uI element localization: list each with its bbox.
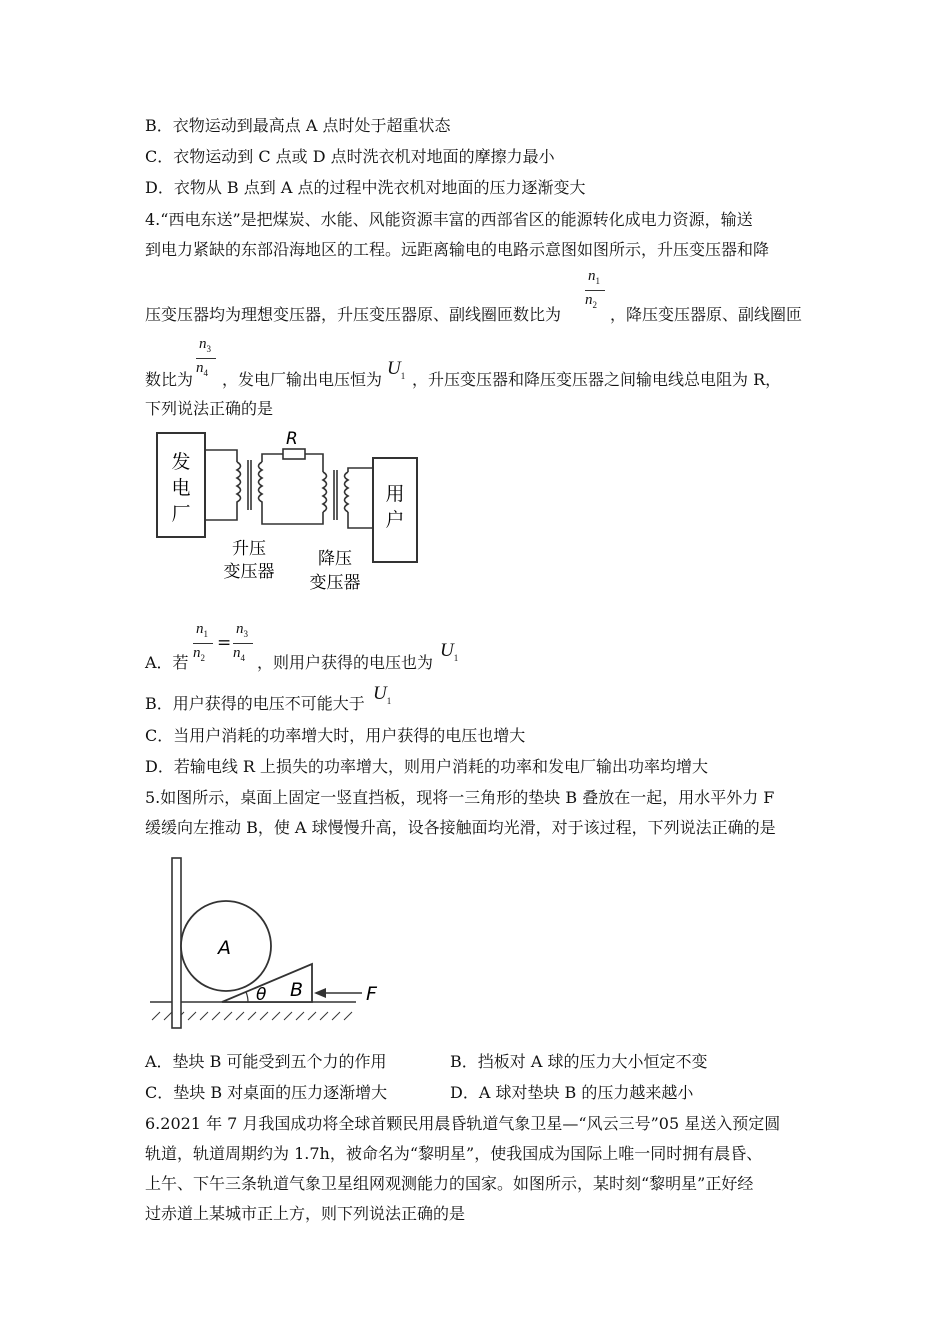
- q5-option-b: B．挡板对 A 球的压力大小恒定不变: [450, 1052, 708, 1071]
- q4-stem-line4b: ，发电厂输出电压恒为: [222, 370, 383, 389]
- q5-option-a: A．垫块 B 可能受到五个力的作用: [145, 1052, 387, 1071]
- q4-stem-line2: 到电力紧缺的东部沿海地区的工程。远距离输电的电路示意图如图所示，升压变压器和降: [145, 240, 770, 259]
- u1-symbol-option-a: $U_1$: [440, 640, 459, 663]
- q5-option-d: D．A 球对垫块 B 的压力越来越小: [450, 1083, 694, 1102]
- q5-stem-line2: 缓缓向左推动 B，使 A 球慢慢升高，设各接触面均光滑，对于该过程，下列说法正确的是: [145, 818, 776, 837]
- ball-block-diagram: [148, 850, 388, 1040]
- line-resistor: [283, 449, 305, 459]
- ball-label: A: [218, 937, 231, 959]
- q4-stem-line5: 下列说法正确的是: [145, 399, 274, 418]
- q5-option-c: C．垫块 B 对桌面的压力逐渐增大: [145, 1083, 388, 1102]
- q4-stem-line1: 4.“西电东送”是把煤炭、水能、风能资源丰富的西部省区的能源转化成电力资源，输送: [145, 210, 753, 229]
- q3-option-b: B．衣物运动到最高点 A 点时处于超重状态: [145, 116, 451, 135]
- step-down-primary-coil: [323, 472, 327, 512]
- fraction-n1-n2: $n_1$ $n_2$: [585, 268, 605, 318]
- force-arrowhead: [314, 988, 326, 998]
- q4-option-c: C．当用户消耗的功率增大时，用户获得的电压也增大: [145, 726, 526, 745]
- q4-option-d: D．若输电线 R 上损失的功率增大，则用户消耗的功率和发电厂输出功率均增大: [145, 757, 709, 776]
- q3-option-c: C．衣物运动到 C 点或 D 点时洗衣机对地面的摩擦力最小: [145, 147, 555, 166]
- q6-stem-line2: 轨道，轨道周期约为 1.7h，被命名为“黎明星”，使我国成为国际上唯一同时拥有晨昏、: [145, 1144, 763, 1163]
- q4-option-a-prefix: A．若: [145, 653, 189, 672]
- u1-symbol: $U_1$: [387, 358, 406, 381]
- plant-label-3: 厂: [171, 503, 191, 525]
- q4-option-b: B．用户获得的电压不可能大于: [145, 694, 365, 713]
- resistor-label: R: [286, 429, 298, 449]
- plant-label-1: 发: [171, 451, 191, 473]
- q4-stem-line4c: ，升压变压器和降压变压器之间输电线总电阻为 R，: [412, 370, 782, 389]
- q6-stem-line3: 上午、下午三条轨道气象卫星组网观测能力的国家。如图所示，某时刻“黎明星”正好经: [145, 1174, 754, 1193]
- step-down-label-2: 变压器: [309, 573, 361, 593]
- step-up-secondary-coil: [259, 462, 263, 508]
- u1-symbol-option-b: $U_1$: [373, 683, 392, 706]
- step-up-label-1: 升压: [232, 539, 266, 559]
- transmission-circuit-diagram: [145, 428, 435, 608]
- q4-stem-line3b: ，降压变压器原、副线圈匝: [610, 305, 803, 324]
- step-down-label-1: 降压: [318, 549, 352, 569]
- fraction-n3-n4: $n_3$ $n_4$: [196, 336, 216, 386]
- wedge-label: B: [290, 979, 304, 1001]
- table-hatching: [152, 1012, 352, 1020]
- theta-label: θ: [256, 985, 267, 1005]
- q3-option-d: D．衣物从 B 点到 A 点的过程中洗衣机对地面的压力逐渐变大: [145, 178, 586, 197]
- q4-option-a-text: ，则用户获得的电压也为: [257, 653, 434, 672]
- fraction-n3-n4-option: $n_3$ $n_4$: [233, 621, 253, 671]
- q4-stem-line3a: 压变压器均为理想变压器，升压变压器原、副线圈匝数比为: [145, 305, 562, 324]
- equals-sign: =: [217, 633, 232, 653]
- plant-label-2: 电: [171, 477, 191, 499]
- step-up-primary-coil: [237, 462, 241, 508]
- force-label: F: [366, 983, 377, 1005]
- vertical-board: [172, 858, 181, 1028]
- step-down-secondary-coil: [345, 472, 349, 512]
- q6-stem-line4: 过赤道上某城市正上方，则下列说法正确的是: [145, 1204, 466, 1223]
- q5-stem-line1: 5.如图所示，桌面上固定一竖直挡板，现将一三角形的垫块 B 叠放在一起，用水平外力 F: [145, 788, 775, 807]
- step-up-label-2: 变压器: [223, 562, 275, 582]
- q6-stem-line1: 6.2021 年 7 月我国成功将全球首颗民用晨昏轨道气象卫星—“风云三号”05 星送入预定圆: [145, 1114, 781, 1133]
- q4-stem-line4a: 数比为: [145, 370, 194, 389]
- user-label-2: 户: [385, 509, 405, 531]
- user-label-1: 用: [385, 483, 405, 505]
- fraction-n1-n2-option: $n_1$ $n_2$: [193, 621, 213, 671]
